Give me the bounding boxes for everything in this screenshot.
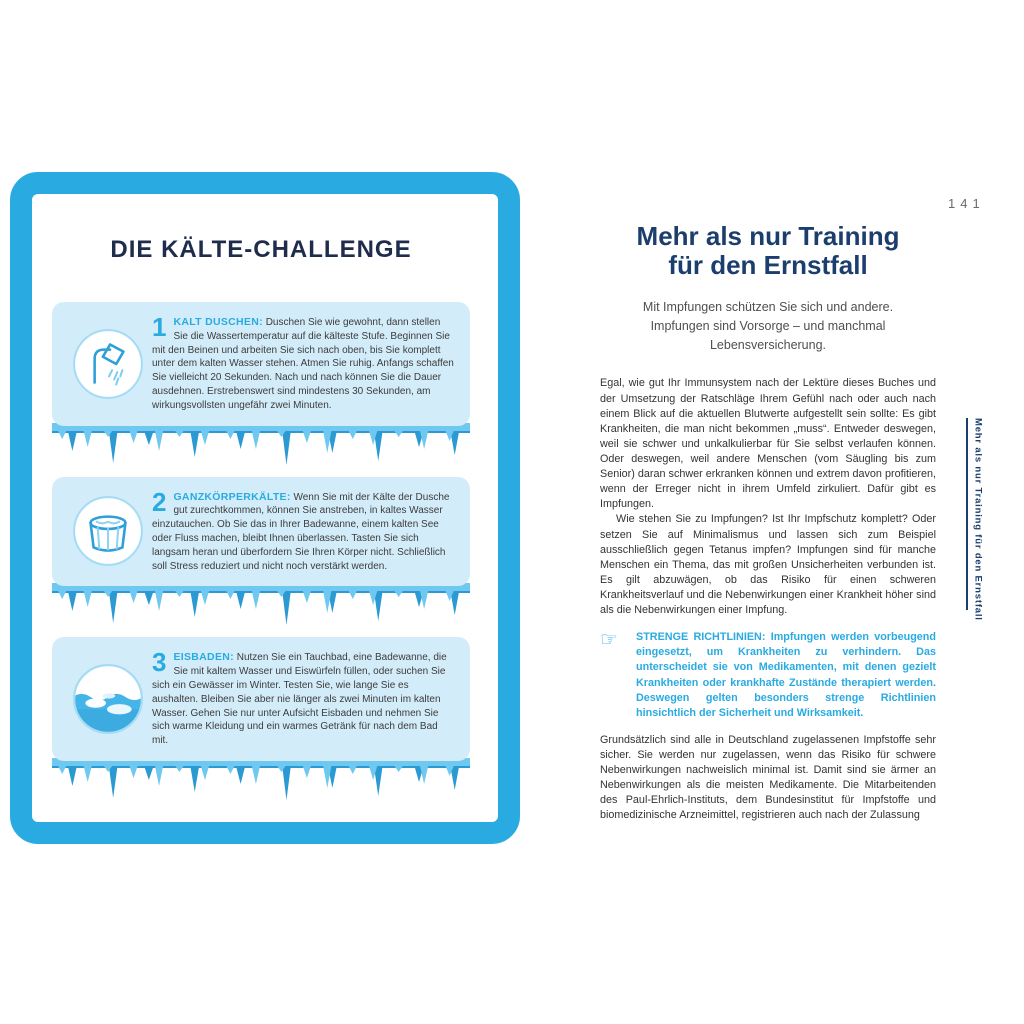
step-number: 2 (152, 486, 167, 517)
step-text-block (152, 486, 458, 574)
body-paragraph-1: Egal, wie gut Ihr Immunsystem nach der Lektüre dieses Buches und der Umsetzung der Ratschläge Ihrem Gefühl nach oder auch nach einem Blick auf die aktuellen Blutwerte aufgestellt sein sollte: Es gibt Krankheiten, die man nicht bekommen „muss“. Entweder deswegen, weil sie schwer und unkalkulierbar für Sie selbst verlaufen können. Oder deswegen, weil andere Menschen (vom Säugling bis zum Senior) daran schwer erkranken können und extrem davon profitieren, wenn der Erreger nicht in ihrem Umfeld zirkuliert. Dafür gibt es Impfungen. (600, 377, 936, 511)
page-title: DIE KÄLTE-CHALLENGE (110, 236, 412, 263)
chapter-heading-line2: für den Ernstfall (668, 250, 868, 281)
page-number: 141 (948, 196, 985, 211)
step-text: Wenn Sie mit der Kälte der Dusche gut zurechtkommen, können Sie anstreben, in kaltes Wasser einzutauchen. Ob Sie das in Ihrer Badewanne, einem kalten See oder Fluss machen, bleibt Ihnen überlassen. Tasten Sie sich langsam heran und überfordern Sie Ihren Körper nicht. Schließlich soll Stress reduziert und nicht noch verstärkt werden. (152, 491, 450, 572)
body-text (600, 376, 936, 823)
step-1 (52, 302, 470, 467)
step-text-block (152, 647, 458, 748)
chapter-heading (600, 222, 936, 280)
callout (600, 630, 936, 721)
left-page (10, 172, 520, 844)
margin-tab-rule (966, 418, 968, 610)
body-paragraph-2: Wie stehen Sie zu Impfungen? Ist Ihr Impfschutz komplett? Oder setzen Sie auf Minimalismus und lassen sich zum Beispiel ausschließlich gegen Tetanus impfen? Impfungen sind für manche Menschen ein Thema, das mit großen Unsicherheiten verbunden ist. Es gilt abzuwägen, ob das Risiko für einen schweren Krankheitsverlauf und die Nebenwirkungen einer Krankheit höher sind als die Nebenwirkungen einer Impfung. (600, 513, 936, 617)
step-2 (52, 477, 470, 628)
chapter-subtitle: Mit Impfungen schützen Sie sich und andere. Impfungen sind Vorsorge – und manchmal Lebensversicherung. (642, 300, 894, 352)
step-number: 1 (152, 312, 167, 342)
step-box (52, 477, 470, 587)
callout-body (636, 630, 936, 721)
step-label: KALT DUSCHEN: (173, 316, 263, 328)
icicles-decoration (52, 423, 470, 467)
step-text-block (152, 312, 458, 413)
step-3 (52, 637, 470, 802)
callout-label: STRENGE RICHTLINIEN: (636, 631, 766, 644)
shower-icon (64, 327, 152, 401)
body-paragraph-3: Grundsätzlich sind alle in Deutschland zugelassenen Impfstoffe sehr sicher. Sie werden nur zugelassen, wenn das Risiko für schwere Nebenwirkungen nachweislich minimal ist. Damit sind sie ärmer an Nebenwirkungen als die meisten Medikamente. Die Mitarbeitenden des Paul-Ehrlich-Instituts, dem Bundesinstitut für Impfstoffe und biomedizinische Arzneimittel, registrieren auch nach der Zulassung (600, 733, 936, 822)
step-number: 3 (152, 647, 167, 678)
icicles-decoration (52, 758, 470, 802)
right-page (600, 192, 936, 824)
ice-barrel-icon (64, 494, 152, 568)
ice-bath-icon (64, 662, 152, 736)
pointing-hand-icon: ☞ (600, 629, 618, 652)
step-text: Nutzen Sie ein Tauchbad, eine Badewanne, die Sie mit kaltem Wasser und Eiswürfeln füllen, oder suchen Sie sich ein Gewässer im Winter. Testen Sie, wie lange Sie es aushalten. Bleiben Sie aber nie länger als zwei Minuten im kalten Wasser. Gehen Sie nur unter Aufsicht Eisbaden und nehmen Sie sich warme Kleidung und ein warmes Getränk für nach dem Bad mit. (152, 652, 447, 747)
step-label: EISBADEN: (173, 651, 234, 664)
step-text: Duschen Sie wie gewohnt, dann stellen Sie die Wassertemperatur auf die kälteste Stufe. Beginnen Sie mit den Beinen und arbeiten Sie sich nach oben, bis Sie komplett unter dem kalten Wasser stehen. Atmen Sie ruhig. Anfangs schaffen Sie vielleicht 20 Sekunden. Nach und nach können Sie die Dauer ausdehnen. Erstrebenswert sind mindestens 30 Sekunden, am wirkungsvollsten ungefähr zwei Minuten. (152, 317, 454, 411)
callout-text: Impfungen werden vorbeugend eingesetzt, um Krankheiten zu verhindern. Das unterscheidet sie von Medikamenten, mit denen gezielt Krankheiten oder krankhafte Zustände therapiert werden. Deswegen gelten besonders strenge Richtlinien hinsichtlich der Sicherheit und Wirksamkeit. (636, 631, 936, 719)
step-box (52, 302, 470, 426)
margin-tab-label: Mehr als nur Training für den Ernstfall (972, 418, 984, 621)
step-box (52, 637, 470, 761)
icicles-decoration (52, 583, 470, 627)
step-label: GANZKÖRPERKÄLTE: (173, 490, 291, 503)
margin-tab (966, 418, 984, 621)
chapter-heading-line1: Mehr als nur Training (636, 221, 900, 251)
steps-list (52, 302, 470, 802)
